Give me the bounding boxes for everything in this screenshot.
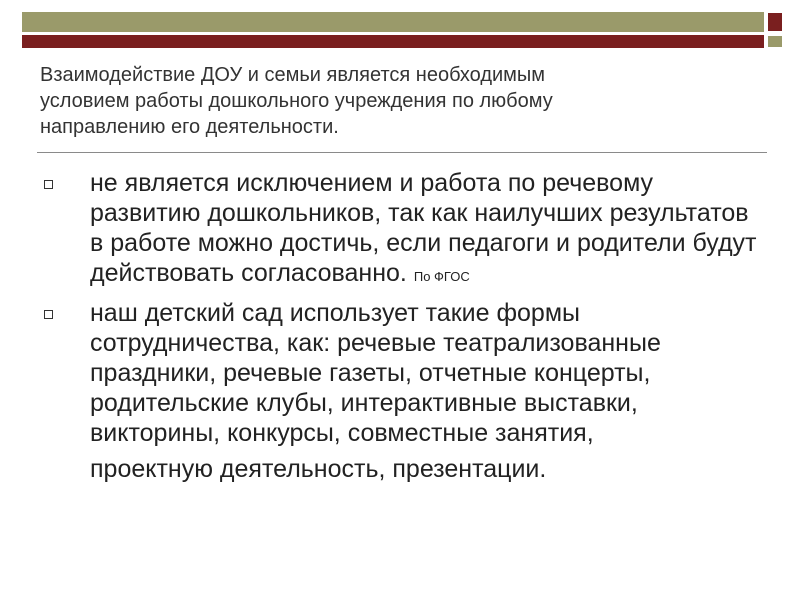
header-square-top — [767, 12, 783, 32]
square-bullet-icon — [44, 180, 53, 189]
slide-title — [40, 62, 740, 140]
title-line-3: направлению его деятельности. — [40, 116, 339, 138]
list-item-note: По ФГОС — [413, 269, 470, 284]
list-item-text: наш детский сад использует такие формы сотрудничества, как: речевые театрализованные праздники, речевые газеты, отчетные концерты, родительские клубы, интерактивные выставки, викторины, конкурсы, совместные занятия, — [90, 299, 661, 447]
header-bar-bottom — [22, 35, 764, 48]
list-item — [40, 168, 760, 292]
list-item — [40, 298, 760, 484]
square-bullet-icon — [44, 310, 53, 319]
title-line-2: условием работы дошкольного учреждения по любому — [40, 90, 553, 112]
header-bar-top — [22, 12, 764, 32]
list-item-text: не является исключением и работа по речевому развитию дошкольников, так как наилучших результатов в работе можно достичь, если педагоги и родители будут действовать согласованно. — [90, 169, 757, 287]
header-square-bottom — [767, 35, 783, 48]
bullet-list — [40, 168, 760, 490]
list-item-text-end: проектную деятельность, презентации. — [90, 455, 547, 483]
title-divider — [37, 152, 767, 153]
title-line-1: Взаимодействие ДОУ и семьи является необходимым — [40, 64, 546, 86]
